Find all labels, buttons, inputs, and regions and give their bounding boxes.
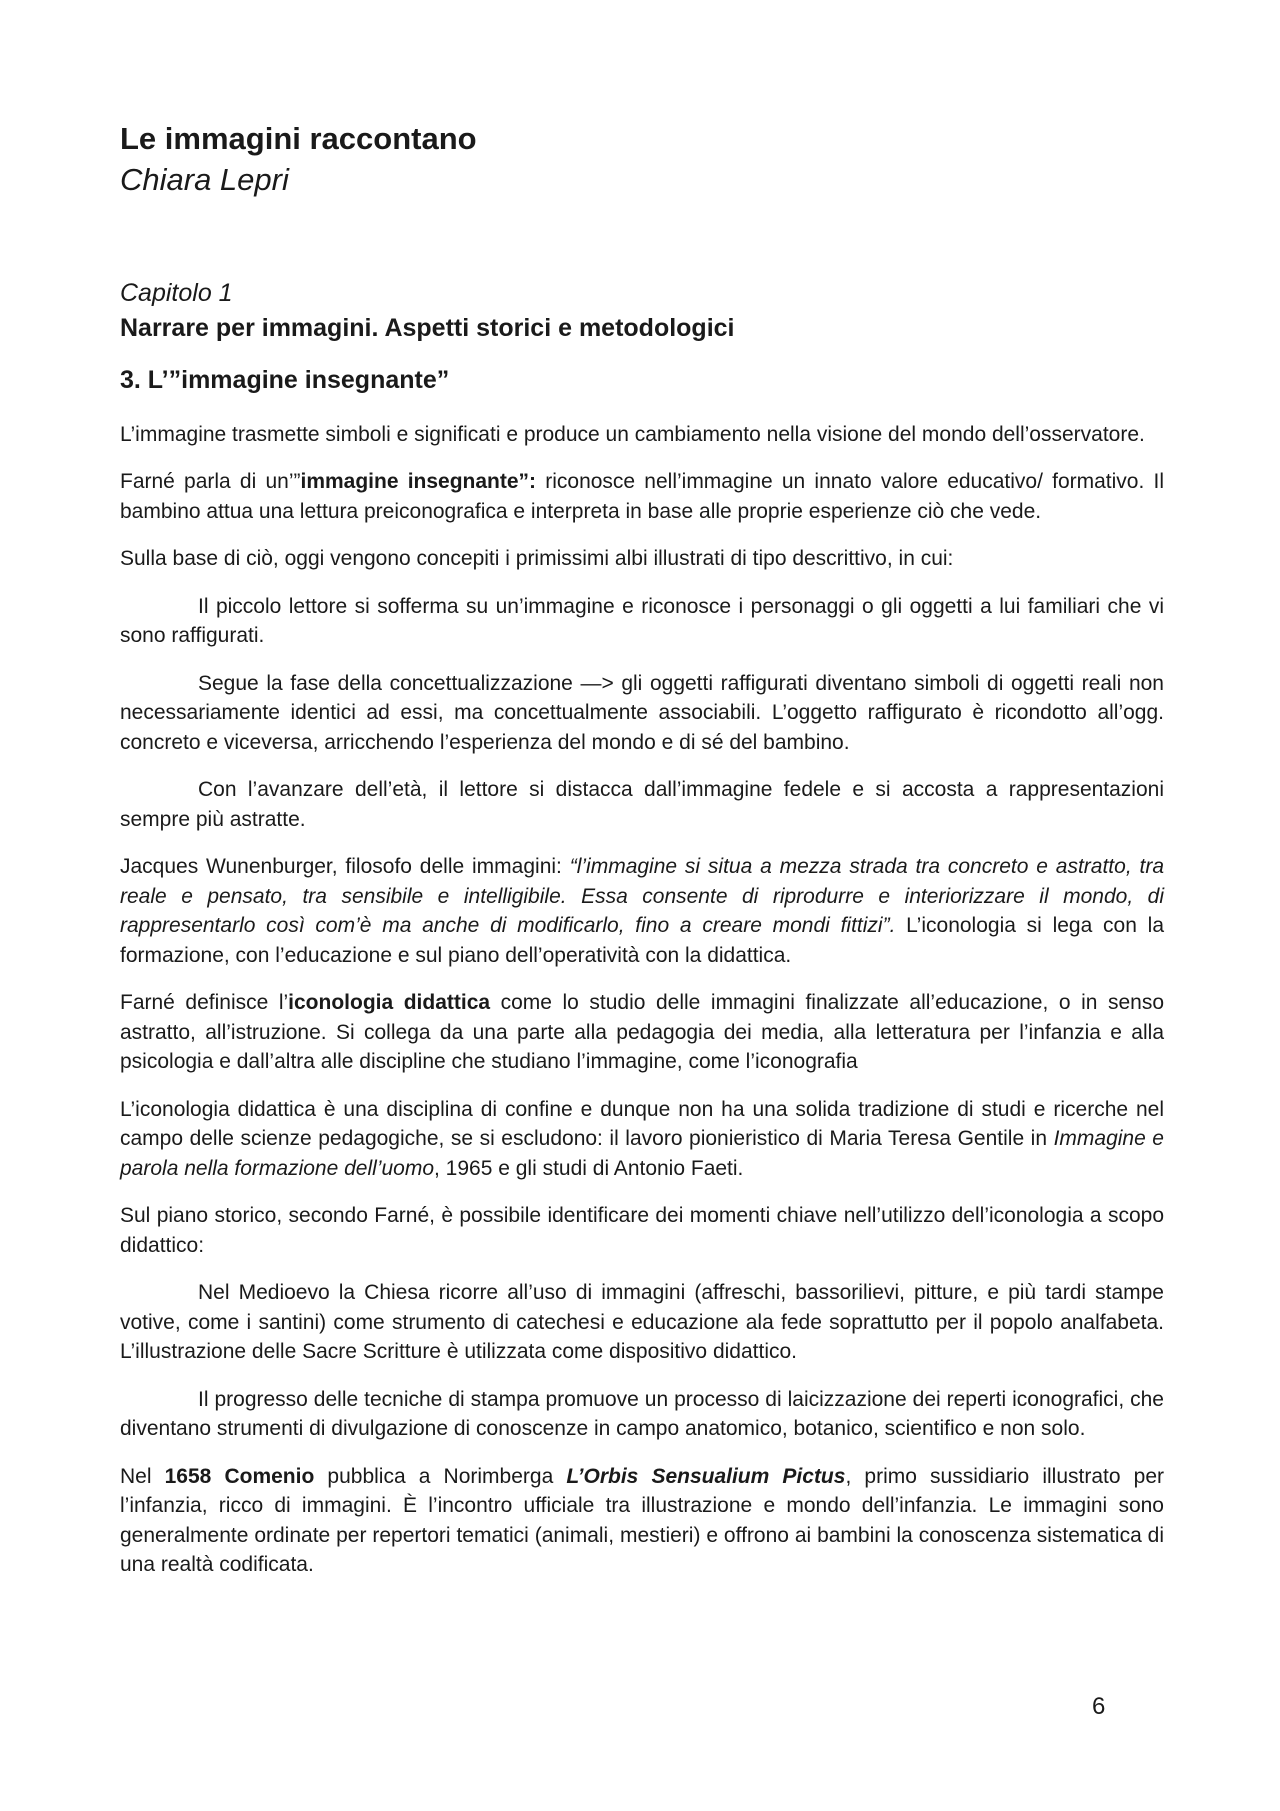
paragraph: Il progresso delle tecniche di stampa promuove un processo di laicizzazione dei reperti iconografici, che diventano strumenti di divulgazione di conoscenze in campo anatomico, botanico, scientifico e non solo. — [120, 1387, 1164, 1441]
paragraph: Farné definisce l’iconologia didattica come lo studio delle immagini finalizzate all’educazione, o in senso astratto, all’istruzione. Si collega da una parte alla pedagogia dei media, alla letteratura per l’infanzia e alla psicologia e dall’altra alle discipline che studiano l’immagine, come l’iconografia — [120, 991, 1165, 1074]
chapter-label: Capitolo 1 — [120, 278, 233, 307]
paragraph: Sulla base di ciò, oggi vengono concepiti i primissimi albi illustrati di tipo descrittivo, in cui: — [120, 547, 954, 571]
paragraph: Con l’avanzare dell’età, il lettore si distacca dall’immagine fedele e si accosta a rappresentazioni sempre più astratte. — [120, 778, 1164, 831]
paragraph: Segue la fase della concettualizzazione —> gli oggetti raffigurati diventano simboli di oggetti reali non necessariamente identici ad essi, ma concettualmente associabili. L’oggetto raffigurato è ricondotto all’ogg. concreto e viceversa, arricchendo l’esperienza del mondo e di sé del bambino. — [120, 671, 1164, 754]
document-body — [120, 420, 1164, 1580]
section-title: 3. L’”immagine insegnante” — [120, 366, 450, 395]
document-title: Le immagini raccontano — [120, 121, 477, 156]
paragraph: L’iconologia didattica è una disciplina di confine e dunque non ha una solida tradizione di studi e ricerche nel campo delle scienze pedagogiche, se si escludono: il lavoro pionieristico di Maria Teresa Gentile in Immagine e parola nella formazione dell’uomo, 1965 e gli studi di Antonio Faeti. — [120, 1097, 1164, 1180]
paragraph: Nel 1658 Comenio pubblica a Norimberga L’Orbis Sensualium Pictus, primo sussidiario illustrato per l’infanzia, ricco di immagini. È l’incontro ufficiale tra illustrazione e mondo dell’infanzia. Le immagini sono generalmente ordinate per repertori tematici (animali, mestieri) e offrono ai bambini la conoscenza sistematica di una realtà codificata. — [120, 1464, 1165, 1577]
paragraph: L’immagine trasmette simboli e significati e produce un cambiamento nella visione del mondo dell’osservatore. — [120, 422, 1145, 446]
paragraph: Jacques Wunenburger, filosofo delle immagini: “l’immagine si situa a mezza strada tra concreto e astratto, tra reale e pensato, tra sensibile e intelligibile. Essa consente di riprodurre e interiorizzare il mondo, di rappresentarlo così com’è ma anche di modificarlo, fino a creare mondi fittizi”. L’iconologia si lega con la formazione, con l’educazione e sul piano dell’operatività con la didattica. — [120, 855, 1164, 967]
chapter-title: Narrare per immagini. Aspetti storici e metodologici — [120, 314, 735, 343]
document-page — [120, 120, 1164, 1598]
book-title: Immagine e parola nella formazione dell’uomo — [120, 1127, 1164, 1180]
paragraph: Farné parla di un’”immagine insegnante”: riconosce nell’immagine un innato valore educativo/ formativo. Il bambino attua una lettura preiconografica e interpreta in base alle proprie esperienze ciò che vede. — [120, 470, 1164, 523]
bold-term: iconologia didattica — [288, 991, 491, 1015]
document-author: Chiara Lepri — [120, 161, 289, 197]
paragraph: Sul piano storico, secondo Farné, è possibile identificare dei momenti chiave nell’utilizzo dell’iconologia a scopo didattico: — [120, 1204, 1164, 1257]
paragraph: Nel Medioevo la Chiesa ricorre all’uso di immagini (affreschi, bassorilievi, pitture, e più tardi stampe votive, come i santini) come strumento di catechesi e educazione ala fede soprattutto per il popolo analfabeta. L’illustrazione delle Sacre Scritture è utilizzata come dispositivo didattico. — [120, 1281, 1164, 1364]
book-title: L’Orbis Sensualium Pictus — [566, 1464, 846, 1488]
paragraph: Il piccolo lettore si sofferma su un’immagine e riconosce i personaggi o gli oggetti a lui familiari che vi sono raffigurati. — [120, 594, 1164, 648]
bold-term: immagine insegnante”: — [300, 470, 537, 494]
quotation: “l’immagine si situa a mezza strada tra concreto e astratto, tra reale e pensato, tra sensibile e intelligibile. Essa consente di riprodurre e interiorizzare il mondo, di rappresentarlo così com’è ma anche di modificarlo, fino a creare mondi fittizi”. — [120, 855, 1164, 938]
page-number: 6 — [1092, 1693, 1106, 1720]
bold-term: 1658 Comenio — [164, 1464, 315, 1488]
